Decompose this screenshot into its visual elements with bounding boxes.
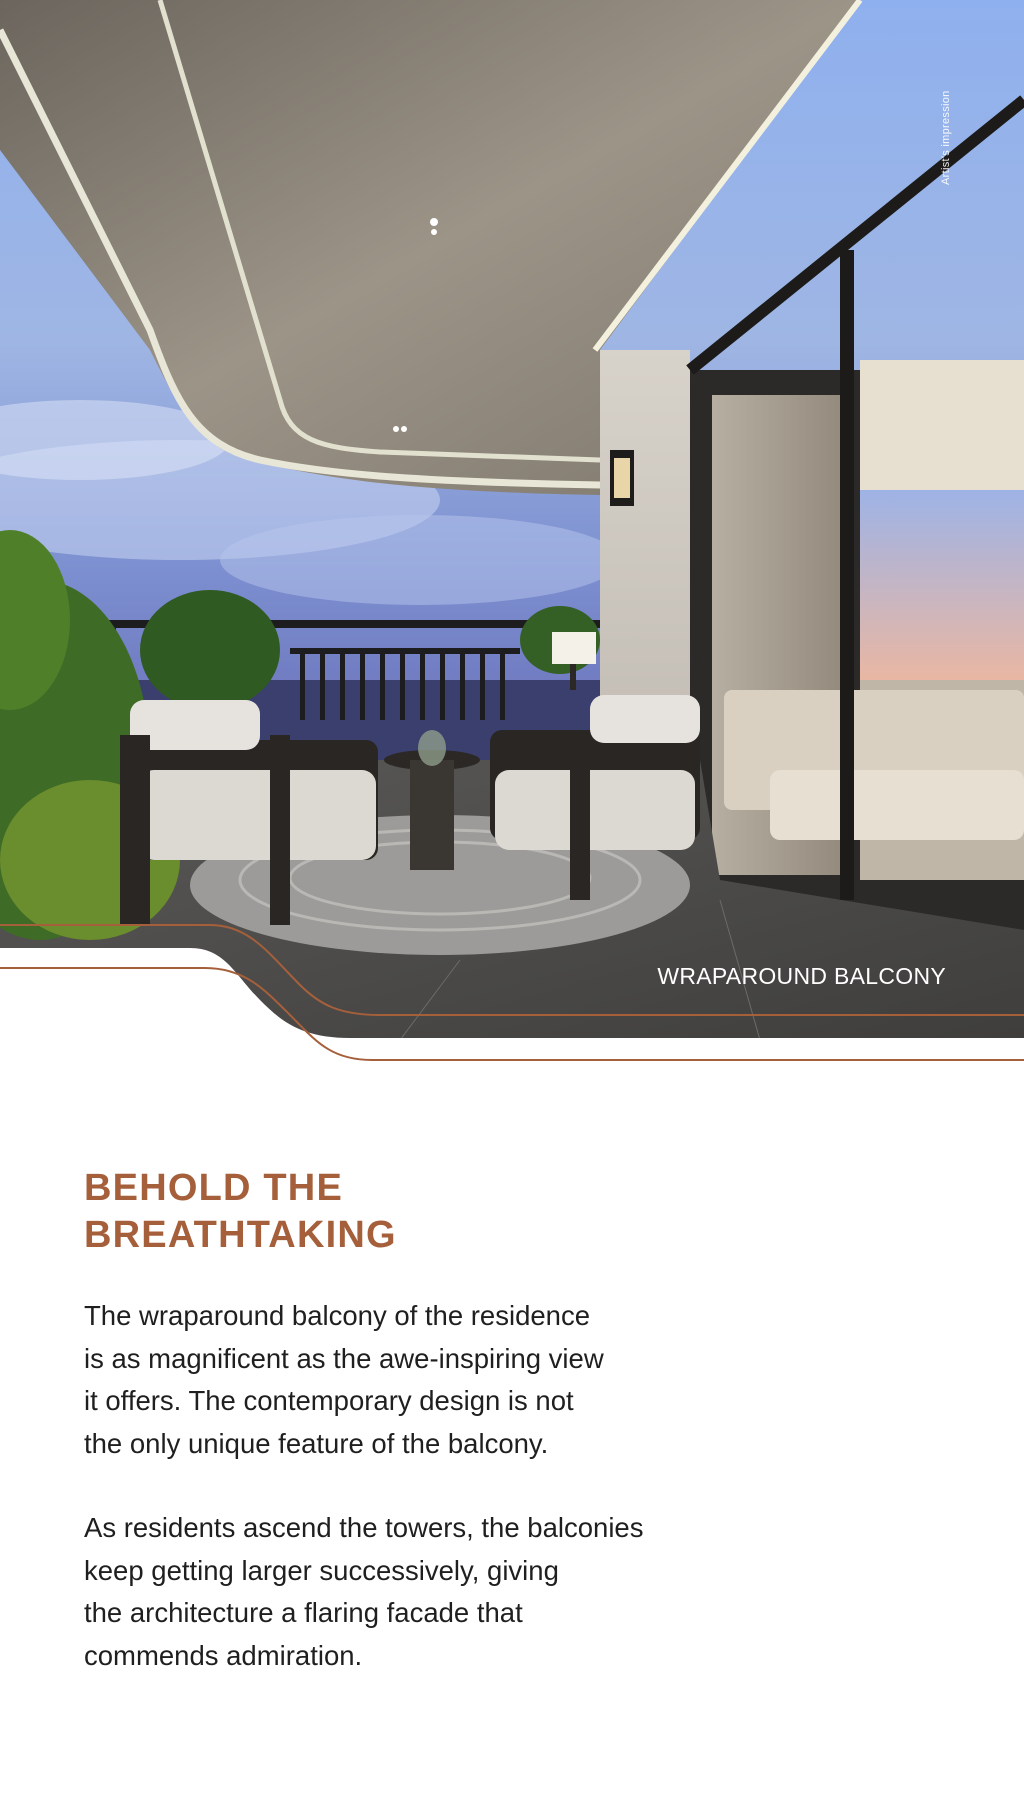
paragraph-2-line: As residents ascend the towers, the balconies — [84, 1512, 644, 1543]
artists-impression-label: Artist's impression — [940, 90, 952, 185]
paragraph-2 — [84, 1507, 804, 1677]
paragraph-1-line: The wraparound balcony of the residence — [84, 1300, 591, 1331]
text-section — [84, 1165, 804, 1719]
paragraph-2-line: commends admiration. — [84, 1639, 363, 1671]
paragraph-1-line: is as magnificent as the awe-inspiring view — [84, 1342, 604, 1374]
paragraph-2-line: the architecture a flaring facade that — [84, 1597, 523, 1628]
paragraph-1-line: it offers. The contemporary design is not — [84, 1385, 574, 1416]
section-heading — [84, 1165, 804, 1259]
paragraph-2-line: keep getting larger successively, giving — [84, 1554, 559, 1586]
image-caption: WRAPAROUND BALCONY — [657, 963, 946, 989]
paragraph-1 — [84, 1295, 804, 1465]
paragraph-1-line: the only unique feature of the balcony. — [84, 1427, 549, 1459]
heading-line-1: BEHOLD THE — [84, 1167, 343, 1209]
heading-line-2: BREATHTAKING — [84, 1214, 397, 1256]
